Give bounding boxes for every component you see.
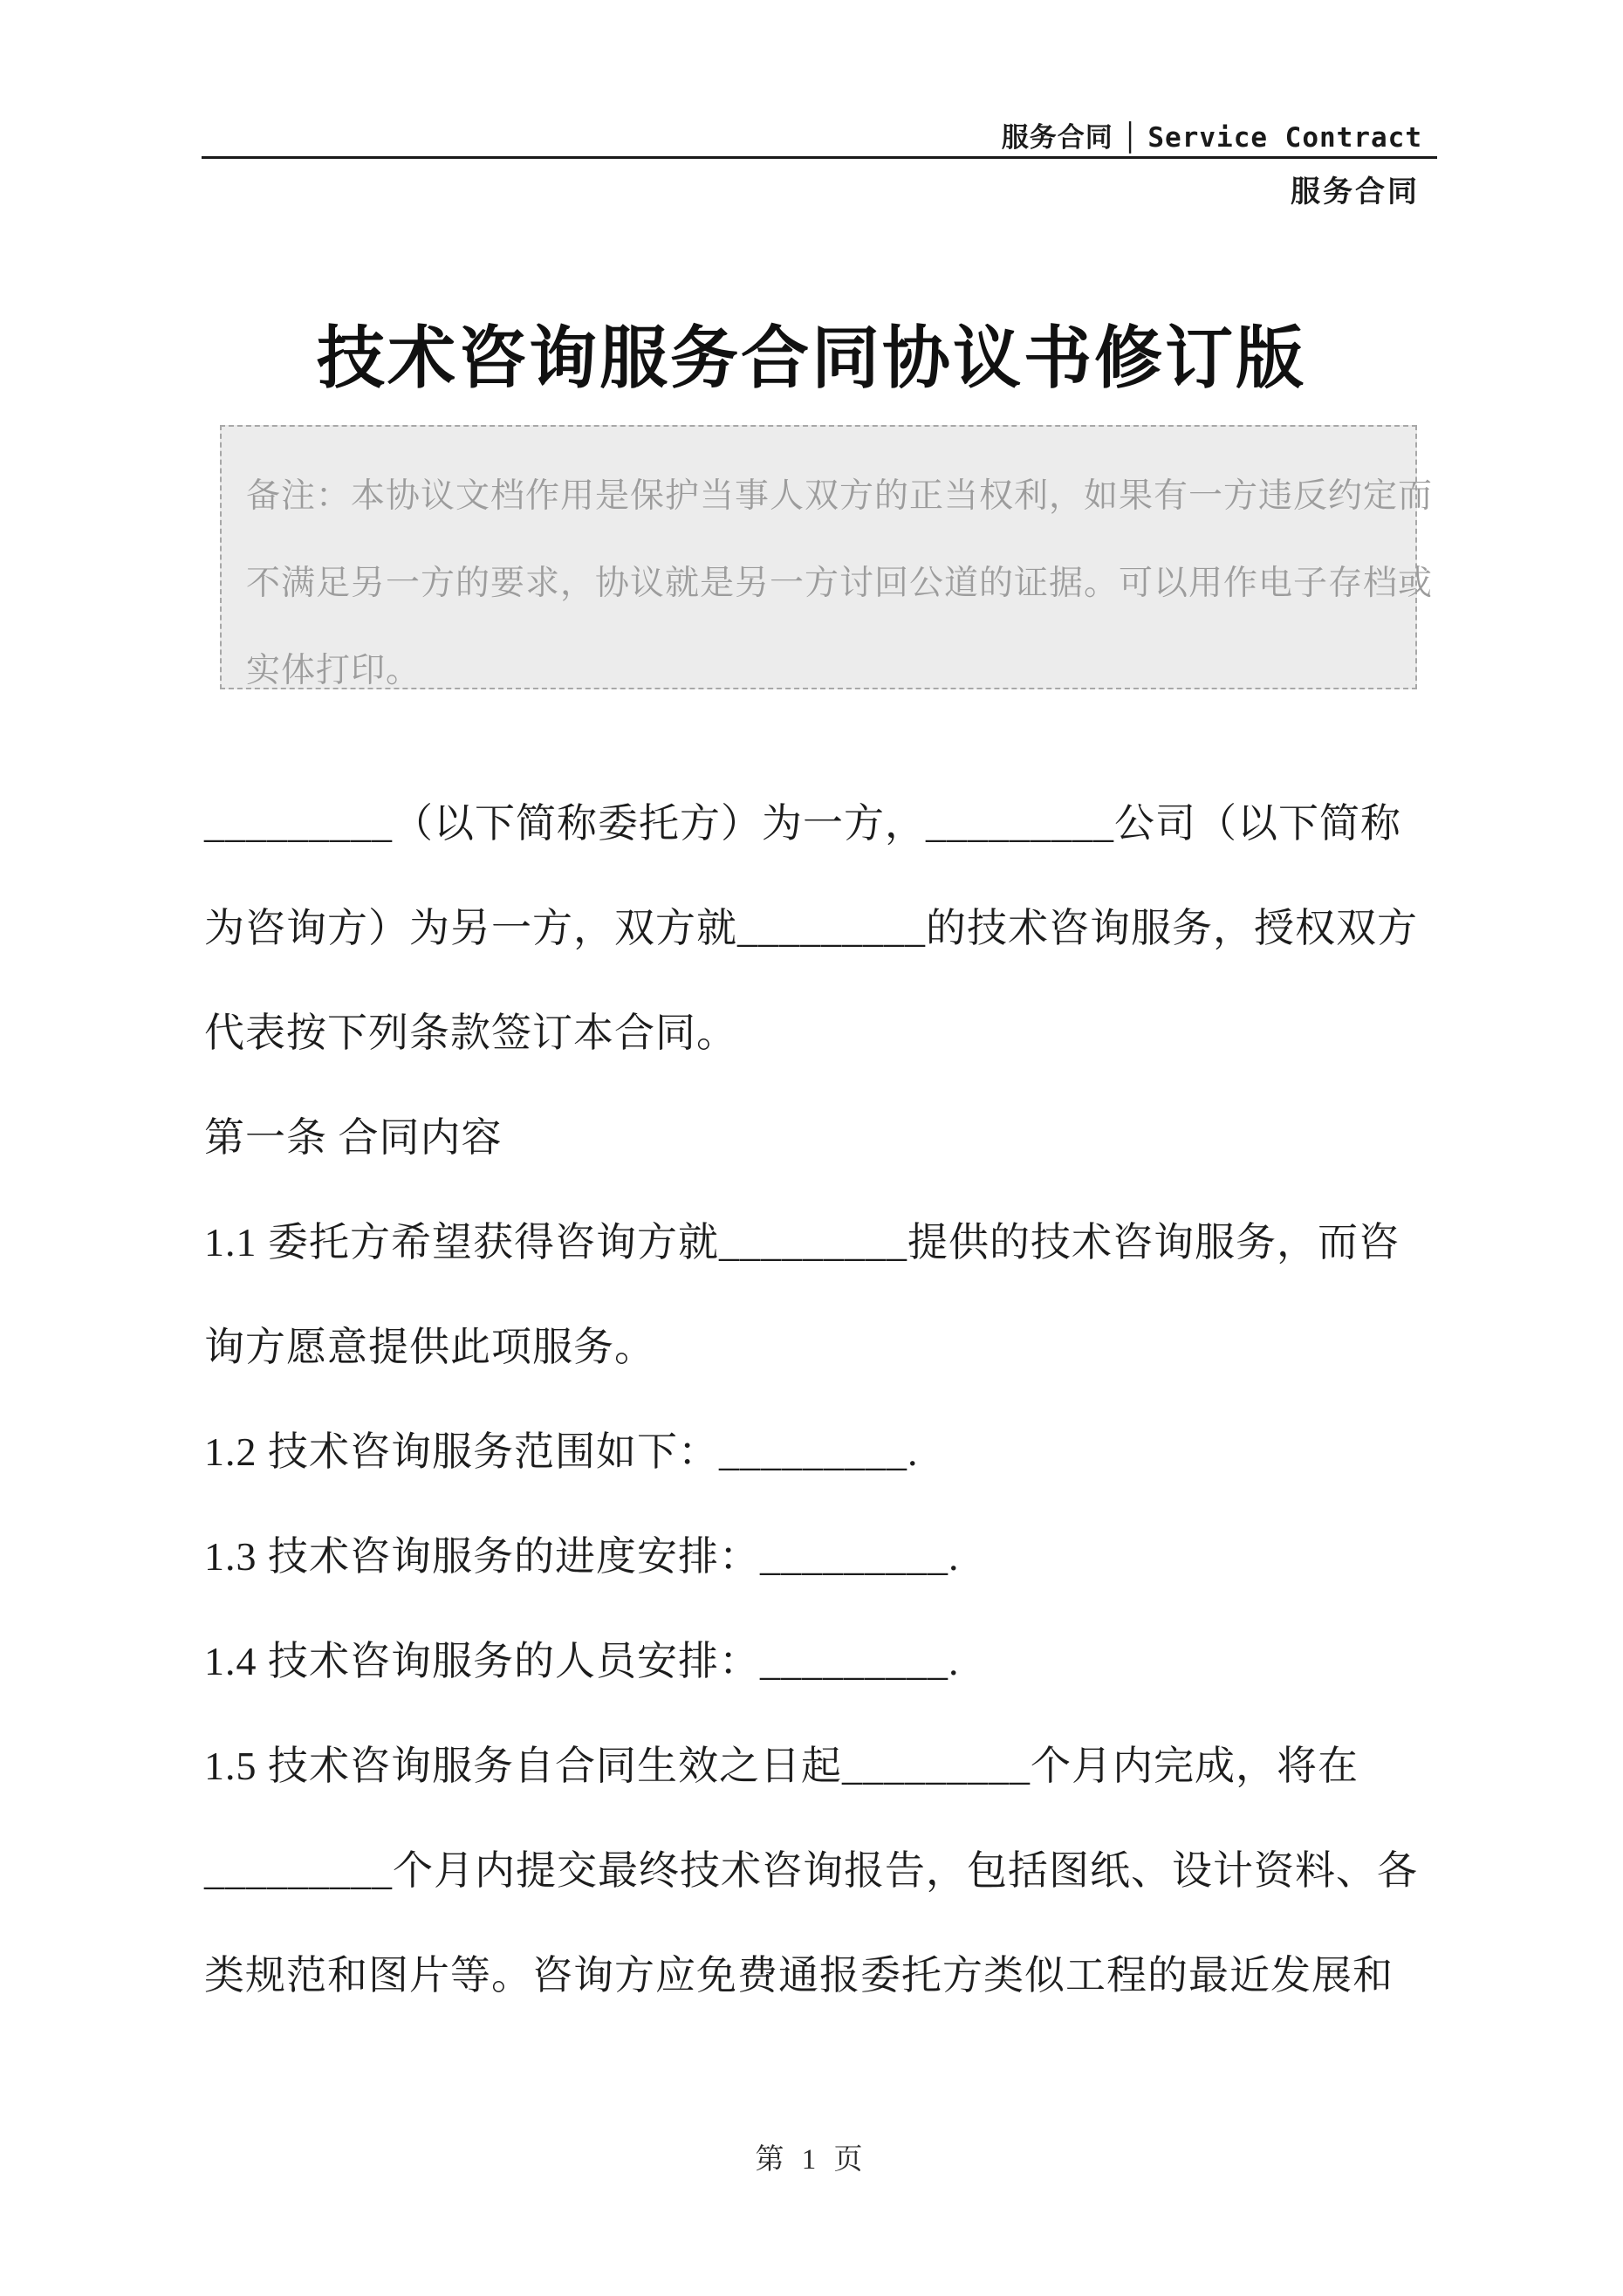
note-box: [220, 425, 1434, 689]
header-doc-type-en: Service Contract: [1147, 122, 1422, 154]
note-line: 不满足另一方的要求，协议就是另一方讨回公道的证据。可以用作电子存档或: [246, 565, 1434, 602]
body-line: 1.2 技术咨询服务范围如下：_________.: [204, 1429, 919, 1474]
header-subtitle: 服务合同: [1291, 175, 1420, 209]
body-line-section-heading: 第一条 合同内容: [204, 1115, 503, 1160]
body-line: 1.5 技术咨询服务自合同生效之日起_________个月内完成，将在: [204, 1744, 1359, 1788]
body-line: 为咨询方）为另一方，双方就_________的技术咨询服务，授权双方: [204, 906, 1418, 950]
body-line: 代表按下列条款签订本合同。: [204, 1011, 737, 1055]
body-line: 询方愿意提供此项服务。: [204, 1325, 655, 1369]
header-separator: │: [1121, 122, 1140, 154]
page-header: [201, 115, 1422, 154]
document-body: [204, 768, 1426, 2025]
header-doc-type-cn: 服务合同: [1001, 122, 1113, 154]
body-line: _________个月内提交最终技术咨询报告，包括图纸、设计资料、各: [204, 1848, 1418, 1893]
document-title: 技术咨询服务合同协议书修订版: [316, 320, 1306, 396]
body-line: 1.4 技术咨询服务的人员安排：_________.: [204, 1639, 960, 1683]
body-line: _________（以下简称委托方）为一方，_________公司（以下简称: [204, 801, 1401, 846]
body-line: 类规范和图片等。咨询方应免费通报委托方类似工程的最近发展和: [204, 1953, 1394, 1998]
note-line: 实体打印。: [246, 652, 421, 689]
page-number: 第 1 页: [755, 2144, 868, 2176]
body-line: 1.1 委托方希望获得咨询方就_________提供的技术咨询服务，而咨: [204, 1220, 1400, 1265]
note-line: 备注：本协议文档作用是保护当事人双方的正当权利，如果有一方违反约定而: [246, 477, 1434, 515]
header-divider: [202, 156, 1437, 159]
body-line: 1.3 技术咨询服务的进度安排：_________.: [204, 1534, 960, 1579]
